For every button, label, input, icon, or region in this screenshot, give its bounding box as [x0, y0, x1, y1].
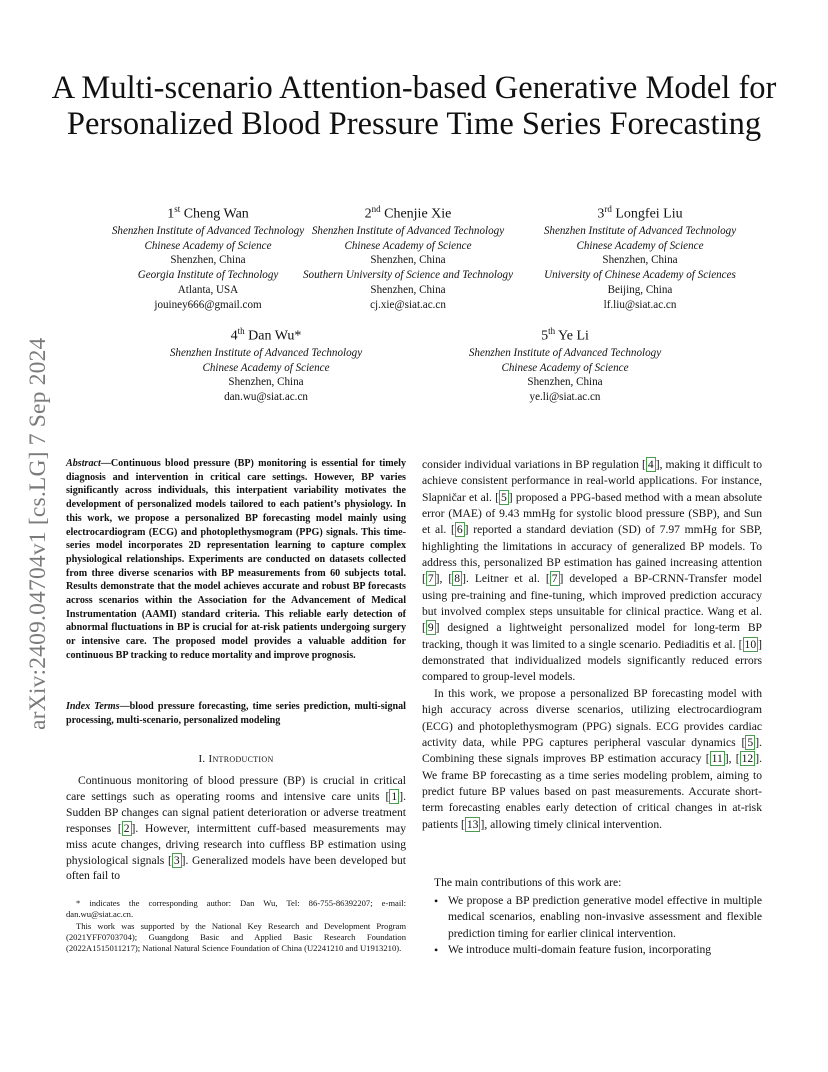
author-affiliation-line: Chinese Academy of Science	[501, 361, 629, 374]
author-affiliation-line: jouiney666@gmail.com	[154, 299, 262, 312]
author-affiliation-line: cj.xie@siat.ac.cn	[370, 299, 446, 312]
abstract-text: —Continuous blood pressure (BP) monitoring is essential for timely diagnosis and intervention in critical care settings. However, BP varies significantly across individuals, this interpatient variability motivates the development of personalized models tailored to each patient’s physiology. In this work, we propose a personalized BP forecasting model mainly using electrocardiogram (ECG) and photoplethysmogram (PPG) signals. This time-series model incorporates 2D representation learning to capture complex physiological relationships. Experiments are conducted on datasets collected from three diverse scenarios with BP measurements from 60 subjects total. Results demonstrate that the model achieves accurate and robust BP forecasts across scenarios within the Association for the Advancement of Medical Instrumentation (AAMI) standard criteria. This reliable early detection of abnormal fluctuations in BP is crucial for at-risk patients undergoing surgery or intensive care. The proposed model provides a valuable addition for continuous BP tracking to reduce mortality and improve prognosis.	[66, 458, 406, 661]
author-affiliation-line: Chinese Academy of Science	[576, 239, 704, 252]
section-number: I.	[198, 753, 206, 765]
author-affiliation-line: Shenzhen Institute of Advanced Technology	[169, 346, 363, 359]
index-terms-text: —blood pressure forecasting, time series prediction, multi-signal processing, multi-scenario, personalized modeling	[66, 701, 406, 726]
contribution-item: • We propose a BP prediction generative model effective in multiple medical scenarios, enabling non-invasive assessment and flexible prediction timing for earlier clinical intervention.	[434, 894, 762, 940]
index-terms-label: Index Terms	[66, 701, 120, 712]
citation-link[interactable]: 2	[123, 821, 130, 835]
contribution-item: • We introduce multi-domain feature fusion, incorporating	[434, 943, 712, 958]
author-affiliation-line: Shenzhen, China	[228, 376, 304, 389]
author-name: 5th Ye Li	[541, 326, 589, 344]
author-affiliation-line: Shenzhen Institute of Advanced Technology	[543, 224, 737, 237]
citation-link[interactable]: 9	[427, 621, 434, 635]
footnote-corresponding: * indicates the corresponding author: Dan Wu, Tel: 86-755-86392207; e-mail: dan.wu@siat.ac.cn.	[66, 898, 406, 920]
author-affiliation-line: Beijing, China	[607, 284, 673, 297]
abstract	[66, 457, 406, 663]
author-block	[420, 323, 710, 405]
citation-link[interactable]: 3	[173, 853, 180, 867]
index-terms	[66, 700, 406, 727]
footnote-funding: This work was supported by the National Key Research and Development Program (2021YFF0703704); Guangdong Basic and Applied Basic Research Foundation (2022A1515011217); National Natural Science Foundation of China (U2241210 and U1913210).	[66, 920, 406, 954]
author-affiliation-line: Chinese Academy of Science	[202, 361, 330, 374]
author-affiliation-line: Chinese Academy of Science	[144, 239, 272, 252]
author-name: 1st Cheng Wan	[167, 204, 249, 222]
citation-link[interactable]: 8	[454, 572, 461, 586]
author-affiliation-line: ye.li@siat.ac.cn	[529, 391, 601, 404]
citation-link[interactable]: 12	[741, 752, 754, 766]
contributions-intro: The main contributions of this work are:	[434, 876, 622, 889]
section-heading	[66, 753, 406, 765]
abstract-label: Abstract	[66, 458, 101, 469]
arxiv-stamp: arXiv:2409.04704v1 [cs.LG] 7 Sep 2024	[25, 337, 51, 730]
author-affiliation-line: Shenzhen, China	[370, 284, 446, 297]
citation-link[interactable]: 1	[391, 789, 398, 803]
citation-link[interactable]: 7	[427, 572, 434, 586]
section-title: Introduction	[208, 753, 274, 765]
citation-link[interactable]: 6	[456, 523, 463, 537]
intro-right	[422, 457, 762, 833]
author-name: 3rd Longfei Liu	[597, 204, 683, 222]
citation-link[interactable]: 13	[466, 817, 479, 831]
bullet-icon: •	[434, 943, 439, 958]
intro-paragraph-continued: consider individual variations in BP regulation [ 4 ], making it difficult to achieve consistent performance in real-world applications. For instance, Slapničar et al. [ 5 ] proposed a PPG-based method with a mean absolute error (MAE) of 9.43 mmHg for systolic blood pressure (SBP), and Sun et al. [ 6 ] reported a standard deviation (SD) of 7.97 mmHg for SBP, highlighting the limitations in accuracy of generalized BP models. To address this, personalized BP estimation has gained increasing attention [ 7 ], [ 8 ]. Leitner et al. [ 7 ] developed a BP-CRNN-Transfer model using pre-training and fine-tuning, which improved prediction accuracy but involved complex steps unsuitable for clinical practice. Wang et al. [ 9 ] designed a lightweight personalized model for long-term BP tracking, though it was limited to a single scenario. Pediaditis et al. [ 10 ] demonstrated that individualized models significantly reduced errors compared to group-level models.	[422, 458, 762, 684]
author-affiliation-line: Southern University of Science and Technology	[302, 269, 514, 282]
contributions-list	[422, 893, 762, 958]
author-affiliation-line: Atlanta, USA	[177, 284, 239, 297]
citation-link[interactable]: 5	[501, 490, 507, 504]
author-affiliation-line: dan.wu@siat.ac.cn	[224, 391, 308, 404]
author-affiliation-line: Shenzhen Institute of Advanced Technology	[111, 224, 305, 237]
citation-link[interactable]: 11	[711, 752, 723, 766]
citation-link[interactable]: 5	[747, 735, 754, 749]
intro-paragraph-2: In this work, we propose a personalized BP forecasting model with high accuracy across diverse scenarios, utilizing electrocardiogram (ECG) and photoplethysmogram (PPG) signals. ECG provides cardiac activity data, while PPG captures peripheral vascular dynamics [ 5 ]. Combining these signals improves BP estimation accuracy [ 11 ], [ 12 ]. We frame BP forecasting as a time series modeling problem, aiming to predict future BP values based on past measurements. Accurate short-term forecasting enables early detection of critical changes in at-risk patients [ 13 ], allowing timely clinical intervention.	[422, 686, 762, 831]
author-affiliation-line: Shenzhen, China	[602, 254, 678, 267]
footnotes	[66, 898, 406, 954]
author-block	[116, 323, 416, 405]
intro-paragraph: Continuous monitoring of blood pressure (BP) is crucial in critical care settings such as operating rooms and intensive care units [ 1 ]. Sudden BP changes can signal patient deterioration or adverse treatment responses [ 2 ]. However, intermittent cuff-based measurements may miss acute changes, driving research into cuffless BP estimation using physiological signals [ 3 ]. Generalized models have been developed but often fail to	[66, 774, 406, 883]
author-affiliation-line: Shenzhen, China	[370, 254, 446, 267]
author-block	[520, 201, 760, 313]
author-affiliation-line: Shenzhen, China	[170, 254, 246, 267]
author-name: 2nd Chenjie Xie	[364, 204, 452, 222]
author-affiliation-line: Shenzhen Institute of Advanced Technology	[311, 224, 505, 237]
paper-title: A Multi-scenario Attention-based Generative Model for Personalized Blood Pressure Time Series Forecasting	[51, 70, 777, 142]
author-name: 4th Dan Wu*	[230, 326, 302, 344]
author-affiliation-line: Shenzhen Institute of Advanced Technology	[468, 346, 662, 359]
bullet-icon: •	[434, 894, 439, 908]
author-affiliation-line: Georgia Institute of Technology	[137, 269, 279, 282]
author-affiliation-line: Chinese Academy of Science	[344, 239, 472, 252]
citation-link[interactable]: 7	[551, 572, 558, 586]
author-affiliation-line: Shenzhen, China	[527, 376, 603, 389]
author-affiliation-line: University of Chinese Academy of Sciences	[544, 269, 736, 282]
intro-left	[66, 773, 406, 884]
author-affiliation-line: lf.liu@siat.ac.cn	[603, 299, 677, 312]
citation-link[interactable]: 4	[647, 458, 654, 471]
author-block	[268, 201, 548, 313]
citation-link[interactable]: 10	[744, 637, 757, 651]
